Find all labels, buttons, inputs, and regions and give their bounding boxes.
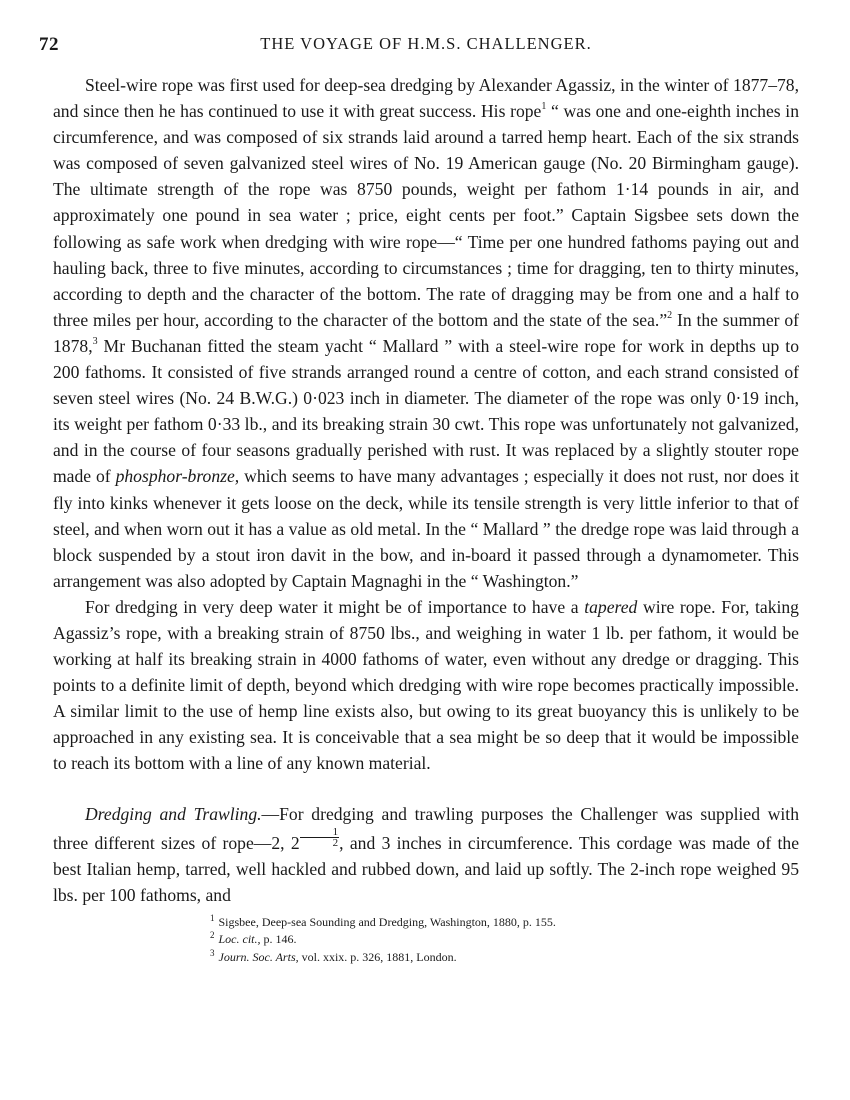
running-head [39, 30, 799, 60]
emphasis-phosphor-bronze: phosphor-bronze, [115, 466, 240, 487]
section-heading-dredging-and-trawling: Dredging and Trawling. [85, 803, 262, 824]
text-run: Steel-wire rope was first used for deep-sea dredging by Alexander Agassiz, in the winter of 1877–78, and since then he has continued to use it with great success. His rope [53, 75, 799, 122]
footnote-ref-2: 2 [667, 309, 673, 321]
page [39, 30, 800, 966]
footnotes [210, 914, 799, 967]
text-run: In the summer of 1878, [53, 309, 799, 356]
footnote-ref-3: 3 [92, 335, 98, 347]
running-title: THE VOYAGE OF H.M.S. CHALLENGER. [260, 34, 592, 53]
text-run: which seems to have many advantages ; especially it does not rust, nor does it fly into kinks whenever it gets loose on the deck, while its tensile strength is very little inferior to that of steel, and when worn out it has a value as old metal. In the “ Mallard ” the dredge rope was laid through a block suspended by a stout iron davit in the bow, and in-board it passed through a dynamometer. This arrangement was also adopted by Captain Magnaghi in the “ Washington.” [53, 466, 799, 591]
footnote-text: p. 146. [260, 932, 297, 947]
paragraph-tapered-rope [53, 594, 799, 777]
text-run: , and 3 inches in circumference. This cordage was made of the best Italian hemp, tarred, well hackled and rubbed down, and laid up softly. The 2-inch rope weighed 95 lbs. per 100 fathoms, and [53, 832, 800, 905]
text-run: wire rope. For, taking Agassiz’s rope, with a breaking strain of 8750 lbs., and weighing in water 1 lb. per fathom, it would be working at half its breaking strain in 4000 fathoms of water, even without any dredge or dragging. This points to a definite limit of depth, beyond which dredging with wire rope becomes practically impossible. A similar limit to the use of hemp line exists also, but owing to its great buoyancy this is unlikely to be approached in any existing sea. It is conceivable that a sea might be so deep that it would be impossible to reach its bottom with a line of any known material. [53, 596, 799, 774]
footnote-italic: Journ. Soc. Arts, [218, 949, 299, 964]
footnote-mark: 2 [210, 930, 215, 941]
footnote-mark: 1 [210, 912, 215, 923]
footnote-text: Sigsbee, Deep-sea Sounding and Dredging, Washington, 1880, p. 155. [218, 914, 556, 929]
text-run: Mr Buchanan fitted the steam yacht “ Mallard ” with a steel-wire rope for work in depths up to 200 fathoms. It consisted of five strands arranged round a centre of cotton, and each strand consisted of seven steel wires (No. 24 B.W.G.) 0·023 inch in diameter. The diameter of the rope was only 0·19 inch, its weight per fathom 0·33 lb., and its breaking strain 30 cwt. This rope was unfortunately not galvanized, and in the course of four seasons gradually perished with rust. It was replaced by a slightly stouter rope made of [53, 335, 799, 487]
text-run: For dredging in very deep water it might be of importance to have a [85, 596, 585, 617]
fraction-numerator: 1 [300, 827, 340, 838]
page-number: 72 [39, 34, 59, 55]
text-run: “ was one and one-eighth inches in circumference, and was composed of six strands laid around a tarred hemp heart. Each of the six strands was composed of seven galvanized steel wires of No. 19 American gauge (No. 20 Birmingham gauge). The ultimate strength of the rope was 8750 pounds, weight per fathom 1·14 pounds in air, and approximately one pound in sea water ; price, eight cents per foot.” Captain Sigsbee sets down the following as safe work when dredging with wire rope—“ Time per one hundred fathoms paying out and hauling back, three to five minutes, according to circumstances ; time for dragging, ten to thirty minutes, according to depth and the character of the bottom. The rate of dragging may be from one and a half to three miles per hour, according to the character of the bottom and the state of the sea.” [53, 101, 799, 330]
paragraph-dredging-and-trawling [53, 801, 799, 908]
paragraph-steel-wire-rope [53, 72, 799, 594]
fraction-denominator: 2 [332, 836, 339, 849]
footnote-1 [210, 914, 799, 932]
footnote-2 [210, 931, 799, 949]
text-run: —For dredging and trawling purposes the Challenger was supplied with three different sizes of rope—2, 2 [53, 803, 799, 853]
footnote-text: vol. xxix. p. 326, 1881, London. [298, 949, 457, 964]
emphasis-tapered: tapered [584, 596, 638, 617]
fraction-one-half [300, 827, 340, 848]
footnote-italic: Loc. cit., [218, 932, 261, 947]
footnote-ref-1: 1 [541, 101, 547, 113]
footnote-mark: 3 [210, 947, 215, 958]
body-text [53, 72, 799, 908]
footnote-3 [210, 949, 799, 967]
